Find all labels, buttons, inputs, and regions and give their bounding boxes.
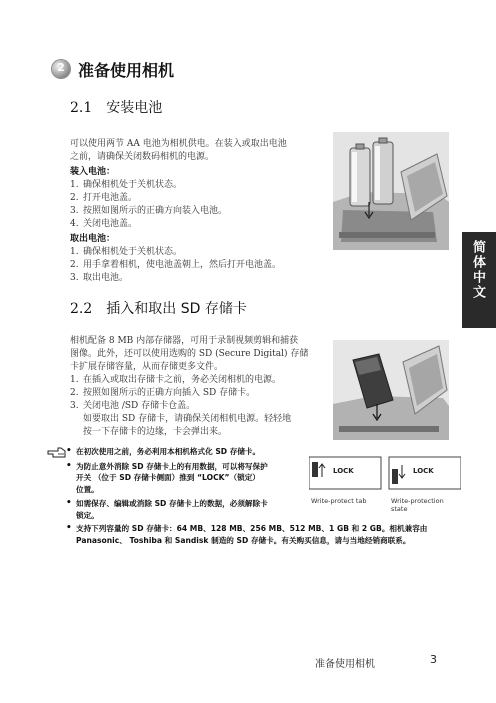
list-item: 2. 用手拿着相机，使电池盖朝上，然后打开电池盖。 bbox=[70, 260, 282, 270]
list-item: 3. 按照如图所示的正确方向装入电池。 bbox=[70, 206, 228, 216]
lock-label: LOCK bbox=[413, 467, 434, 475]
footer-title: 准备使用相机 bbox=[315, 659, 375, 670]
intro-line: 卡扩展存储容量，从而存储更多文件。 bbox=[70, 362, 224, 372]
write-protection-state-caption: Write-protection state bbox=[391, 497, 444, 513]
language-tab: 简体中文 bbox=[462, 232, 496, 328]
section-2-1-body bbox=[70, 138, 330, 285]
lock-figure bbox=[309, 453, 461, 511]
battery-left bbox=[350, 144, 370, 206]
install-heading: 装入电池： bbox=[70, 167, 116, 177]
remove-heading: 取出电池： bbox=[70, 234, 116, 244]
sd-card-illustration bbox=[333, 340, 449, 440]
list-item: 4. 关闭电池盖。 bbox=[70, 219, 138, 229]
section-number: 2.2 bbox=[70, 301, 93, 317]
list-item: 2. 按照如图所示的正确方向插入 SD 存储卡。 bbox=[70, 388, 256, 398]
intro-line: 可以使用两节 AA 电池为相机供电。在装入或取出电池 bbox=[70, 139, 287, 149]
section-number: 2.1 bbox=[70, 100, 93, 116]
page-number: 3 bbox=[430, 653, 437, 666]
intro-line: 相机配备 8 MB 内部存储器，可用于录制视频剪辑和捕获 bbox=[70, 336, 299, 346]
lock-label: LOCK bbox=[333, 467, 354, 475]
write-protect-tab-caption: Write-protect tab bbox=[311, 497, 367, 505]
list-item: 3. 关闭电池 /SD 存储卡仓盖。 bbox=[70, 401, 196, 411]
list-item: 2. 打开电池盖。 bbox=[70, 193, 138, 203]
note-item: • 支持下列容量的 SD 存储卡：64 MB、128 MB、256 MB、512 MB、1 GB 和 2 GB。相机兼容由 Panasonic、 Toshiba 和 Sandisk 制造的 SD 存储卡。有关购买信息，请与当地经销商联系。 bbox=[66, 523, 428, 545]
battery-right bbox=[373, 138, 393, 204]
chapter-title: 准备使用相机 bbox=[78, 61, 175, 80]
intro-line: 之前，请确保关闭数码相机的电源。 bbox=[70, 152, 215, 162]
lock-switch-diagram bbox=[309, 453, 461, 497]
pointing-hand-icon bbox=[47, 445, 67, 459]
list-item: 3. 取出电池。 bbox=[70, 273, 129, 283]
chapter-number-icon: 2 bbox=[52, 60, 70, 78]
note-list bbox=[66, 446, 306, 522]
note-item: • 如需保存、编辑或消除 SD 存储卡上的数据，必须解除卡 锁定。 bbox=[66, 498, 268, 520]
section-title: 插入和取出 SD 存储卡 bbox=[106, 301, 247, 317]
list-item: 1. 确保相机处于关机状态。 bbox=[70, 180, 183, 190]
section-2-1-heading bbox=[70, 97, 162, 117]
remove-card-note: 如要取出 SD 存储卡，请确保关闭相机电源。轻轻地 按一下存储卡的边缘，卡会弹出来。 bbox=[83, 414, 292, 437]
section-2-2-heading bbox=[70, 298, 247, 318]
note-item: • 在初次使用之前，务必利用本相机格式化 SD 存储卡。 bbox=[66, 446, 261, 456]
intro-line: 图像。此外，还可以使用选购的 SD (Secure Digital) 存储 bbox=[70, 349, 309, 359]
section-2-2-body bbox=[70, 335, 332, 439]
note-item: • 为防止意外消除 SD 存储卡上的有用数据，可以将写保护 开关 （位于 SD 存储卡侧面）推到 “LOCK”（锁定） 位置。 bbox=[66, 460, 268, 494]
battery-install-illustration bbox=[333, 132, 449, 250]
list-item: 1. 确保相机处于关机状态。 bbox=[70, 247, 183, 257]
list-item: 1. 在插入或取出存储卡之前，务必关闭相机的电源。 bbox=[70, 375, 282, 385]
section-title: 安装电池 bbox=[106, 100, 163, 116]
